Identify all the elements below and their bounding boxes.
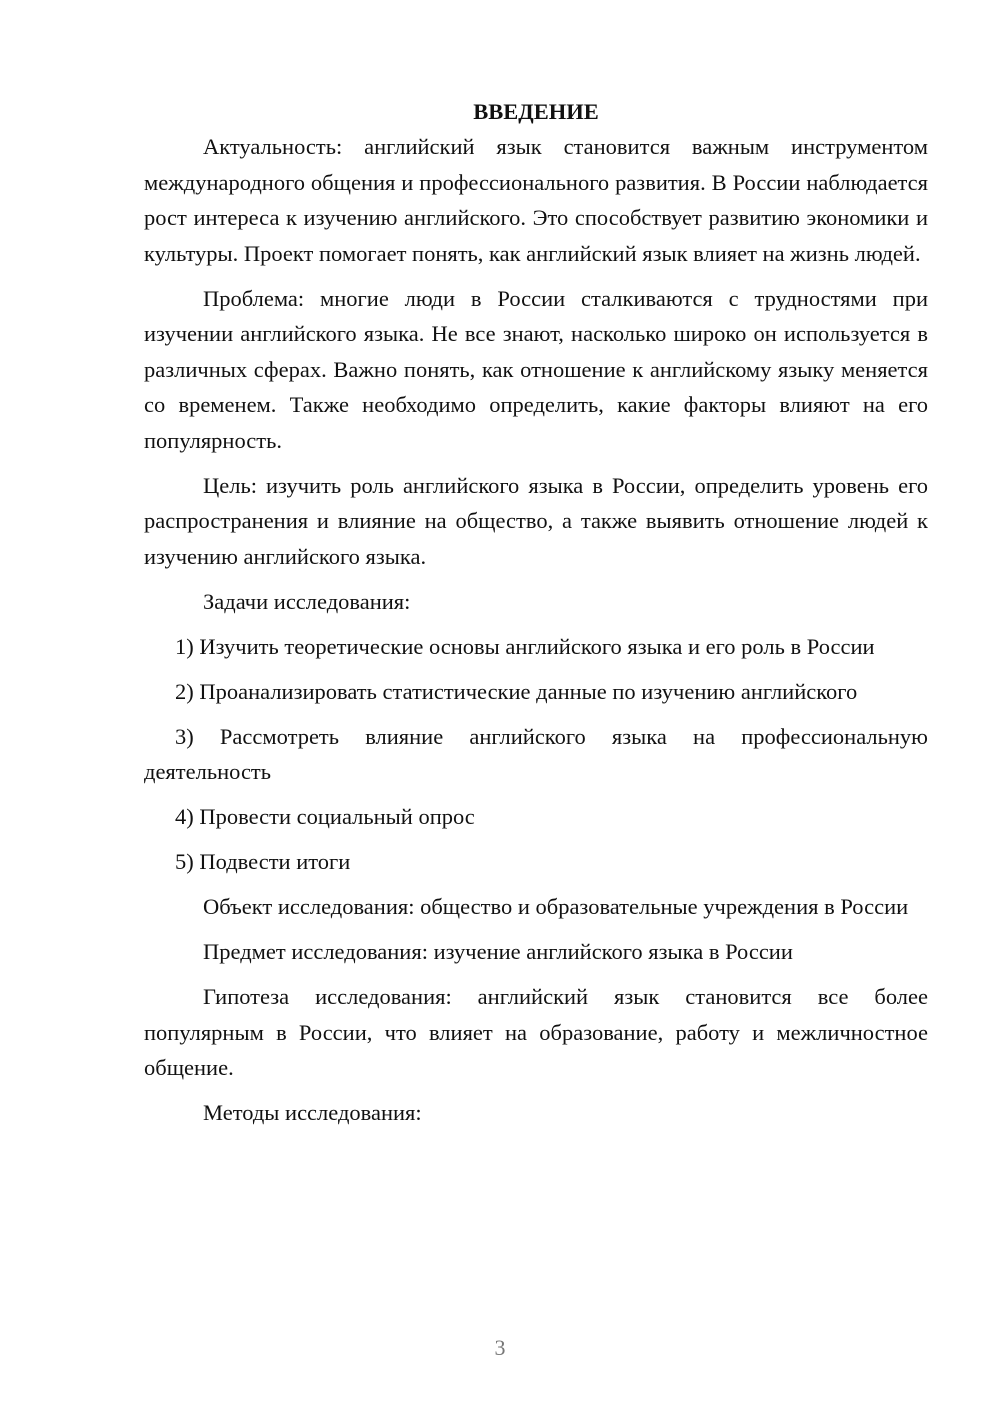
task-item-5: 5) Подвести итоги <box>175 849 351 874</box>
goal-paragraph: Цель: изучить роль английского языка в России, определить уровень его распространения и влияние на общество, а также выявить отношение людей к изучению английского языка. <box>144 472 928 569</box>
task-item-1: 1) Изучить теоретические основы английского языка и его роль в России <box>175 633 875 659</box>
subject-paragraph: Предмет исследования: изучение английского языка в России <box>203 939 793 964</box>
task-item-2: 2) Проанализировать статистические данные по изучению английского <box>175 678 858 704</box>
object-paragraph: Объект исследования: общество и образовательные учреждения в России <box>203 894 909 919</box>
page-content <box>144 94 928 1140</box>
page-title: ВВЕДЕНИЕ <box>473 99 599 124</box>
methods-heading: Методы исследования: <box>203 1100 422 1125</box>
tasks-heading: Задачи исследования: <box>203 588 411 614</box>
task-item-3: 3) Рассмотреть влияние английского языка на профессиональную деятельность <box>144 723 928 784</box>
page-number: 3 <box>494 1335 506 1360</box>
relevance-paragraph: Актуальность: английский язык становится важным инструментом международного общения и профессионального развития. В России наблюдается рост интереса к изучению английского. Это способствует развитию экономики и культуры. Проект помогает понять, как английский язык влияет на жизнь людей. <box>144 134 928 266</box>
task-item-4: 4) Провести социальный опрос <box>175 804 475 829</box>
hypothesis-paragraph: Гипотеза исследования: английский язык становится все более популярным в России, что влияет на образование, работу и межличностное общение. <box>144 984 928 1080</box>
problem-paragraph: Проблема: многие люди в России сталкиваются с трудностями при изучении английского языка. Не все знают, насколько широко он используется в различных сферах. Важно понять, как отношение к английскому языку меняется со временем. Также необходимо определить, какие факторы влияют на его популярность. <box>144 285 928 453</box>
